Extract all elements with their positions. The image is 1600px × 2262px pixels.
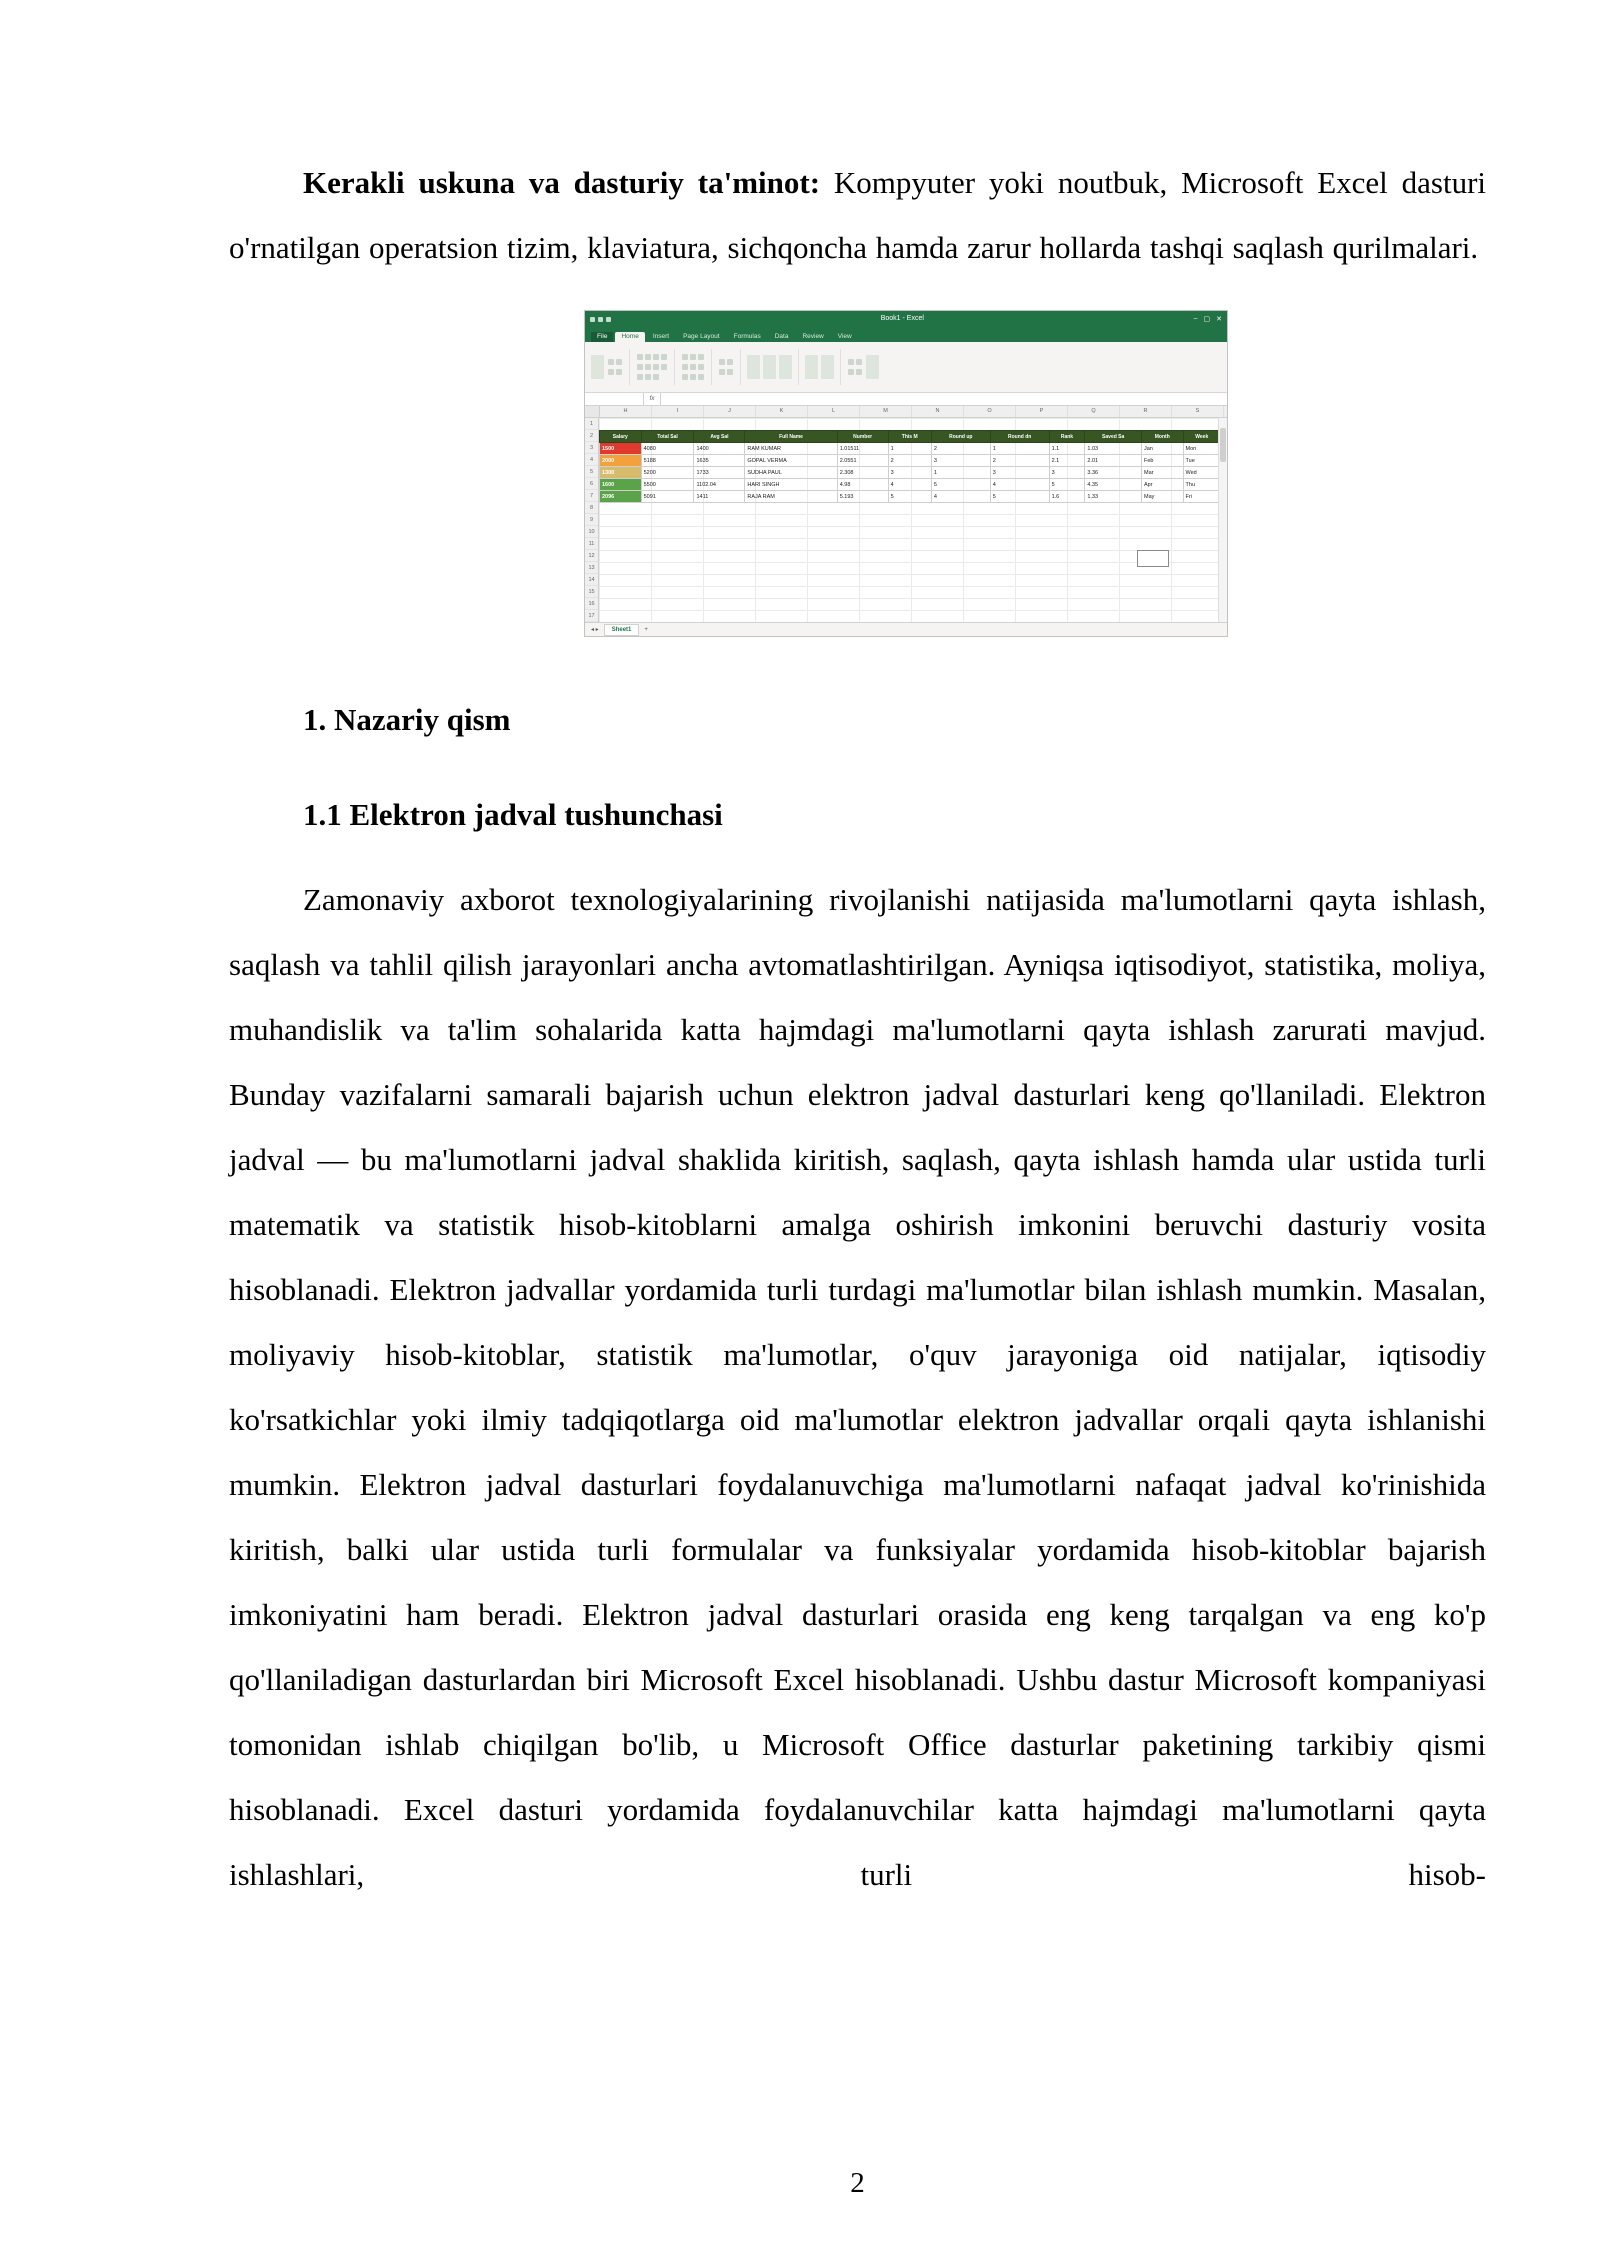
worksheet-shape bbox=[1137, 550, 1169, 567]
excel-cell: 3 bbox=[931, 455, 990, 467]
paragraph-equipment bbox=[229, 150, 1486, 280]
excel-row-number: 4 bbox=[585, 454, 598, 466]
excel-ribbon-tabs bbox=[585, 327, 1227, 342]
excel-column-letter: N bbox=[912, 406, 964, 417]
excel-ribbon-tab: Review bbox=[802, 332, 824, 340]
excel-cell: 4080 bbox=[641, 443, 694, 455]
add-sheet-icon: + bbox=[644, 626, 648, 633]
excel-cell: May bbox=[1141, 491, 1183, 503]
excel-column-letter: O bbox=[964, 406, 1016, 417]
excel-cell: 3 bbox=[1049, 467, 1085, 479]
excel-cell: RAJA RAM bbox=[745, 491, 837, 503]
excel-table-row bbox=[600, 467, 1221, 479]
excel-cell: 5 bbox=[990, 491, 1049, 503]
excel-row-number: 14 bbox=[585, 574, 598, 586]
excel-cell: 2096 bbox=[600, 491, 642, 503]
excel-cell: Jan bbox=[1141, 443, 1183, 455]
excel-cell: SUDHA PAUL bbox=[745, 467, 837, 479]
maximize-icon: ▢ bbox=[1203, 316, 1211, 323]
excel-screenshot-figure bbox=[584, 310, 1486, 637]
excel-table-row bbox=[600, 479, 1221, 491]
excel-row-number: 1 bbox=[585, 418, 598, 430]
excel-cell: 1 bbox=[990, 443, 1049, 455]
excel-grid bbox=[585, 418, 1227, 622]
excel-ribbon bbox=[585, 342, 1227, 393]
name-box bbox=[585, 393, 644, 405]
excel-header-cell: Week bbox=[1183, 431, 1220, 443]
excel-cell: 2 bbox=[990, 455, 1049, 467]
excel-cell: 2 bbox=[888, 455, 931, 467]
excel-header-cell: Number bbox=[837, 431, 888, 443]
excel-column-letter: K bbox=[756, 406, 808, 417]
excel-cell: 2.01 bbox=[1085, 455, 1142, 467]
excel-cell: 1411 bbox=[694, 491, 745, 503]
excel-cell: 4.35 bbox=[1085, 479, 1142, 491]
select-all-corner bbox=[585, 406, 600, 417]
excel-ribbon-tab: File bbox=[591, 332, 613, 343]
sheet-nav-arrows-icon: ◂ ▸ bbox=[591, 627, 599, 633]
excel-header-cell: This M bbox=[888, 431, 931, 443]
excel-cell: Wed bbox=[1183, 467, 1220, 479]
excel-row-number: 10 bbox=[585, 526, 598, 538]
excel-cell: 5188 bbox=[641, 455, 694, 467]
excel-header-cell: Rank bbox=[1049, 431, 1085, 443]
excel-cell: 5 bbox=[931, 479, 990, 491]
excel-cell: 1.1 bbox=[1049, 443, 1085, 455]
excel-cell: Apr bbox=[1141, 479, 1183, 491]
excel-formula-bar bbox=[585, 393, 1227, 406]
excel-cell: 2000 bbox=[600, 455, 642, 467]
excel-cell: 2.0551 bbox=[837, 455, 888, 467]
ribbon-group-placeholder bbox=[591, 349, 630, 385]
ribbon-group-placeholder bbox=[681, 349, 712, 385]
excel-cell: 1.6 bbox=[1049, 491, 1085, 503]
excel-row-number: 16 bbox=[585, 598, 598, 610]
close-icon: ✕ bbox=[1216, 316, 1222, 323]
fx-icon: fx bbox=[644, 393, 661, 405]
excel-cell: 1400 bbox=[694, 443, 745, 455]
excel-table-body bbox=[600, 443, 1221, 503]
excel-column-letter: J bbox=[704, 406, 756, 417]
excel-cell: 2.1 bbox=[1049, 455, 1085, 467]
excel-table-row bbox=[600, 455, 1221, 467]
excel-cell: 1300 bbox=[600, 467, 642, 479]
excel-title-bar bbox=[585, 311, 1227, 327]
excel-cell: 3.36 bbox=[1085, 467, 1142, 479]
excel-cell: 5 bbox=[1049, 479, 1085, 491]
excel-header-cell: Saved Sa bbox=[1085, 431, 1142, 443]
ribbon-group-placeholder bbox=[847, 349, 885, 385]
vertical-scrollbar bbox=[1218, 418, 1227, 622]
excel-ribbon-tab: Data bbox=[774, 332, 789, 340]
excel-row-number: 2 bbox=[585, 430, 598, 442]
excel-cell: Fri bbox=[1183, 491, 1220, 503]
excel-cell: 5.193 bbox=[837, 491, 888, 503]
excel-header-cell: Salary bbox=[600, 431, 642, 443]
ribbon-group-placeholder bbox=[805, 349, 841, 385]
window-controls bbox=[1194, 315, 1222, 323]
excel-row-numbers bbox=[585, 418, 599, 622]
excel-ribbon-tab: Home bbox=[615, 332, 644, 343]
excel-ribbon-tab: Page Layout bbox=[683, 332, 720, 340]
excel-column-letter: I bbox=[652, 406, 704, 417]
excel-row-number: 8 bbox=[585, 502, 598, 514]
excel-cell: 1.03 bbox=[1085, 443, 1142, 455]
excel-screenshot-image bbox=[584, 310, 1228, 637]
excel-table-header-row bbox=[600, 431, 1221, 443]
excel-cell: 4 bbox=[931, 491, 990, 503]
excel-ribbon-tab: Formulas bbox=[733, 332, 761, 340]
excel-data-table bbox=[599, 430, 1221, 503]
excel-header-cell: Month bbox=[1141, 431, 1183, 443]
excel-table-row bbox=[600, 443, 1221, 455]
excel-cell: 5500 bbox=[641, 479, 694, 491]
ribbon-group-placeholder bbox=[747, 349, 799, 385]
excel-row-number: 6 bbox=[585, 478, 598, 490]
excel-column-letter: R bbox=[1120, 406, 1172, 417]
excel-cell: 1102.04 bbox=[694, 479, 745, 491]
page-number: 2 bbox=[850, 2167, 865, 2199]
excel-ribbon-tab: View bbox=[837, 332, 852, 340]
excel-row-number: 11 bbox=[585, 538, 598, 550]
excel-sheet-area bbox=[599, 418, 1227, 622]
excel-cell: 2 bbox=[931, 443, 990, 455]
excel-header-cell: Avg Sal bbox=[694, 431, 745, 443]
excel-cell: 1.33 bbox=[1085, 491, 1142, 503]
excel-cell: 1733 bbox=[694, 467, 745, 479]
excel-column-letters bbox=[600, 406, 1227, 417]
paragraph-equipment-text: Kompyuter yoki noutbuk, Microsoft Excel dasturi o'rnatilgan operatsion tizim, klaviatura, sichqoncha hamda zarur hollarda tashqi saqlash qurilmalari. bbox=[229, 165, 1487, 265]
excel-cell: 5 bbox=[888, 491, 931, 503]
excel-cell: 4 bbox=[888, 479, 931, 491]
ribbon-group-placeholder bbox=[718, 349, 741, 385]
excel-cell: 1.01511 bbox=[837, 443, 888, 455]
excel-cell: 4.98 bbox=[837, 479, 888, 491]
ribbon-group-placeholder bbox=[636, 349, 675, 385]
excel-cell: 5091 bbox=[641, 491, 694, 503]
paragraph-body: Zamonaviy axborot texnologiyalarining rivojlanishi natijasida ma'lumotlarni qayta ishlash, saqlash va tahlil qilish jarayonlari ancha avtomatlashtirilgan. Ayniqsa iqtisodiyot, statistika, moliya, muhandislik va ta'lim sohalarida katta hajmdagi ma'lumotlarni qayta ishlash zarurati mavjud. Bunday vazifalarni samarali bajarish uchun elektron jadval dasturlari keng qo'llaniladi. Elektron jadval — bu ma'lumotlarni jadval shaklida kiritish, saqlash, qayta ishlash hamda ular ustida turli matematik va statistik hisob-kitoblarni amalga oshirish imkonini beruvchi dasturiy vosita hisoblanadi. Elektron jadvallar yordamida turli turdagi ma'lumotlar bilan ishlash mumkin. Masalan, moliyaviy hisob-kitoblar, statistik ma'lumotlar, o'quv jarayoniga oid natijalar, iqtisodiy ko'rsatkichlar yoki ilmiy tadqiqotlarga oid ma'lumotlar elektron jadvallar orqali qayta ishlanishi mumkin. Elektron jadval dasturlari foydalanuvchiga ma'lumotlarni nafaqat jadval ko'rinishida kiritish, balki ular ustida turli formulalar va funksiyalar yordamida hisob-kitoblar bajarish imkoniyatini ham beradi. Elektron jadval dasturlari orasida eng keng tarqalgan va eng ko'p qo'llaniladigan dasturlardan biri Microsoft Excel hisoblanadi. Ushbu dastur Microsoft kompaniyasi tomonidan ishlab chiqilgan bo'lib, u Microsoft Office dasturlar paketining tarkibiy qismi hisoblanadi. Excel dasturi yordamida foydalanuvchilar katta hajmdagi ma'lumotlarni qayta ishlashlari, turli hisob- bbox=[229, 882, 1486, 1892]
excel-row-number: 3 bbox=[585, 442, 598, 454]
excel-cell: GOPAL VERMA bbox=[745, 455, 837, 467]
excel-sheet-bar bbox=[585, 622, 1227, 636]
heading-nazariy-qism: 1. Nazariy qism bbox=[303, 702, 511, 737]
excel-column-letter: H bbox=[600, 406, 652, 417]
excel-row-number: 17 bbox=[585, 610, 598, 622]
heading-elektron-jadval: 1.1 Elektron jadval tushunchasi bbox=[303, 797, 723, 832]
paragraph-equipment-lead: Kerakli uskuna va dasturiy ta'minot: bbox=[303, 165, 821, 200]
excel-cell: 1 bbox=[931, 467, 990, 479]
excel-header-cell: Round dn bbox=[990, 431, 1049, 443]
excel-cell: 1 bbox=[888, 443, 931, 455]
excel-cell: HARI SINGH bbox=[745, 479, 837, 491]
excel-cell: Thu bbox=[1183, 479, 1220, 491]
excel-header-cell: Round up bbox=[931, 431, 990, 443]
excel-window-title: Book1 - Excel bbox=[880, 315, 924, 322]
excel-header-cell: Total Sal bbox=[641, 431, 694, 443]
excel-cell: 4 bbox=[990, 479, 1049, 491]
excel-cell: 3 bbox=[990, 467, 1049, 479]
excel-cell: Feb bbox=[1141, 455, 1183, 467]
excel-column-letter: S bbox=[1172, 406, 1224, 417]
excel-column-letter: L bbox=[808, 406, 860, 417]
excel-cell: 5200 bbox=[641, 467, 694, 479]
formula-input bbox=[661, 393, 1227, 405]
excel-row-number: 5 bbox=[585, 466, 598, 478]
excel-column-letter: P bbox=[1016, 406, 1068, 417]
excel-cell: 1600 bbox=[600, 479, 642, 491]
excel-column-letter: M bbox=[860, 406, 912, 417]
excel-row-number: 15 bbox=[585, 586, 598, 598]
excel-header-cell: Full Name bbox=[745, 431, 837, 443]
sheet-tab: Sheet1 bbox=[604, 624, 640, 636]
excel-row-number: 13 bbox=[585, 562, 598, 574]
excel-cell: RAM KUMAR bbox=[745, 443, 837, 455]
excel-cell: Tue bbox=[1183, 455, 1220, 467]
excel-ribbon-tab: Insert bbox=[652, 332, 670, 340]
excel-column-header-row bbox=[585, 406, 1227, 418]
minimize-icon: – bbox=[1193, 315, 1198, 322]
excel-row-number: 7 bbox=[585, 490, 598, 502]
excel-cell: 1635 bbox=[694, 455, 745, 467]
excel-status-bar bbox=[585, 636, 1227, 637]
excel-column-letter: Q bbox=[1068, 406, 1120, 417]
excel-cell: Mar bbox=[1141, 467, 1183, 479]
quick-access-toolbar bbox=[590, 317, 611, 322]
excel-cell: 2.308 bbox=[837, 467, 888, 479]
excel-row-number: 9 bbox=[585, 514, 598, 526]
excel-cell: 3 bbox=[888, 467, 931, 479]
excel-table-row bbox=[600, 491, 1221, 503]
excel-cell: Mon bbox=[1183, 443, 1220, 455]
excel-cell: 1500 bbox=[600, 443, 642, 455]
excel-row-number: 12 bbox=[585, 550, 598, 562]
